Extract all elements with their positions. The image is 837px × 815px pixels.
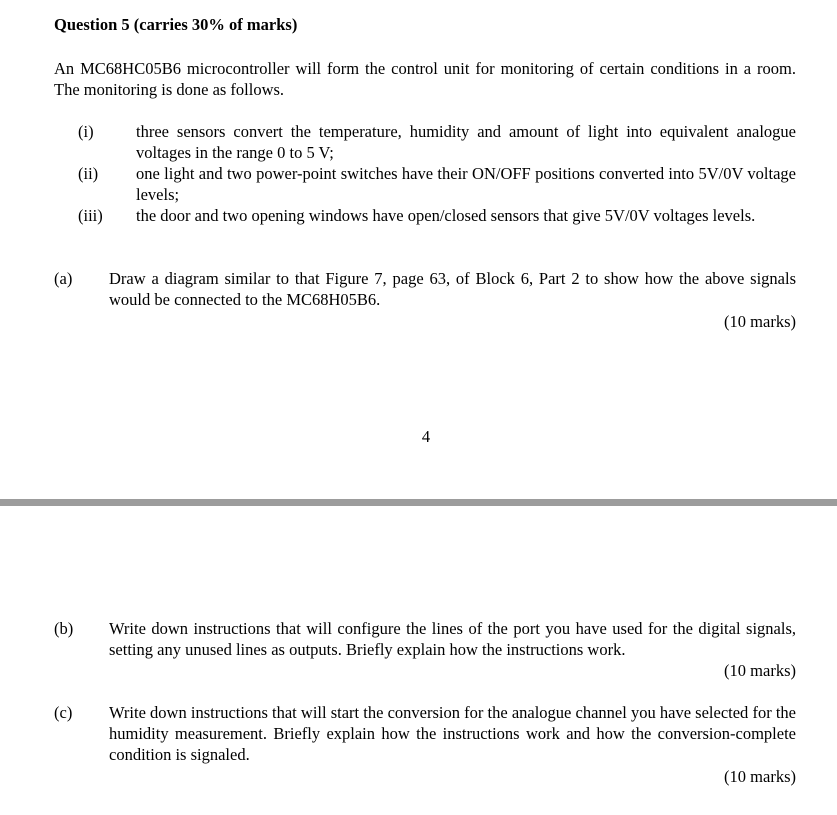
part-a-letter: (a)	[54, 269, 73, 288]
page-divider	[0, 499, 837, 506]
part-b-text: Write down instructions that will configure the lines of the port you have used for the digital signals, setting any unused lines as outputs. Briefly explain how the instructions work.	[109, 619, 796, 659]
page-number: 4	[421, 427, 431, 446]
item-number: (i)	[78, 122, 94, 141]
part-a-marks: (10 marks)	[724, 312, 796, 331]
item-text: one light and two power-point switches have their ON/OFF positions converted into 5V/0V voltage levels;	[136, 164, 796, 204]
item-number: (ii)	[78, 164, 99, 183]
question-intro: An MC68HC05B6 microcontroller will form the control unit for monitoring of certain conditions in a room. The monitoring is done as follows.	[54, 59, 796, 99]
part-c-letter: (c)	[54, 703, 73, 722]
item-number: (iii)	[78, 206, 103, 225]
question-heading: Question 5 (carries 30% of marks)	[54, 15, 298, 34]
part-a-text: Draw a diagram similar to that Figure 7, page 63, of Block 6, Part 2 to show how the above signals would be connected to the MC68H05B6.	[109, 269, 796, 309]
part-c-marks: (10 marks)	[724, 767, 796, 786]
part-b-marks: (10 marks)	[724, 661, 796, 680]
part-c-text: Write down instructions that will start the conversion for the analogue channel you have selected for the humidity measurement. Briefly explain how the instructions work and how the conversion-complete condition is signaled.	[109, 703, 796, 764]
item-text: three sensors convert the temperature, humidity and amount of light into equivalent analogue voltages in the range 0 to 5 V;	[136, 122, 796, 162]
part-b-letter: (b)	[54, 619, 74, 638]
item-text: the door and two opening windows have open/closed sensors that give 5V/0V voltages levels.	[136, 206, 756, 225]
